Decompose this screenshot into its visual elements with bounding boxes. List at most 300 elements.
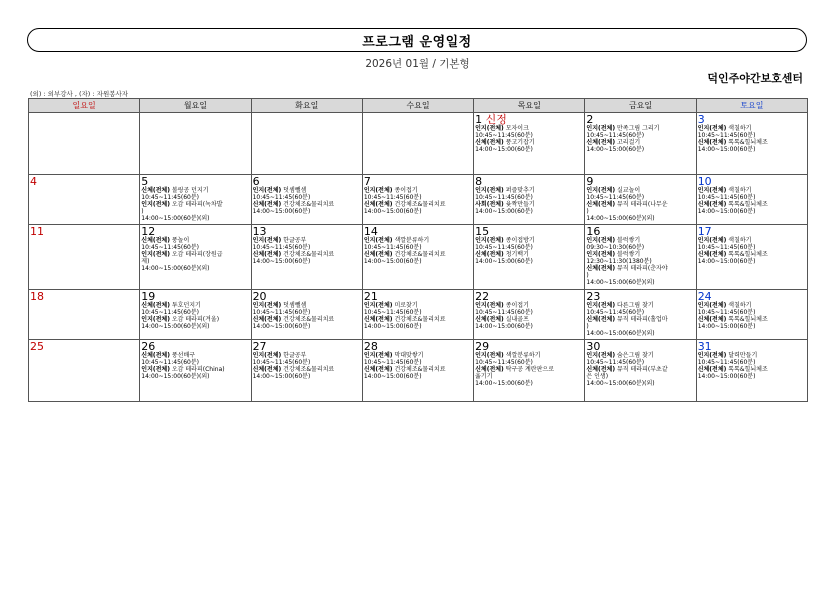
program-line [364,187,472,194]
page-title [27,28,807,52]
week-row [29,340,808,402]
program-line [475,359,583,366]
program-text: 10:45~11:45(60분) [475,359,533,366]
program-text: 14:00~15:00(60분) [363,208,422,215]
program-category: 신체(전체) [697,366,727,373]
program-text: 10:45~11:45(60분) [252,194,311,201]
program-line [141,323,249,330]
program-line [253,352,361,359]
day-number-text: 4 [30,175,37,188]
day-cell [251,175,362,225]
program-line [586,352,694,359]
program-text: 은 인생) [586,373,609,380]
program-category: 신체(전체) [586,265,616,272]
program-text: 고리걸기 [617,139,641,146]
program-line [364,359,472,366]
program-line [253,194,361,201]
program-line [253,258,361,265]
program-line [586,146,694,153]
program-category: 신체(전체) [586,316,616,323]
day-number-text: 23 [586,290,601,303]
program-category: 신체(전체) [363,366,393,373]
program-text: 블럭쌓기 [617,251,641,258]
program-text: ) [586,208,589,215]
center-name: 덕인주야간보호센터 [707,72,803,85]
program-line [586,194,694,201]
weekday-header: 토요일 [696,99,807,113]
day-number [698,114,806,125]
program-category: 인지(전체) [586,302,616,309]
program-line [586,187,694,194]
program-line [586,251,694,258]
program-line [141,244,249,251]
program-category: 신체(전체) [141,302,170,309]
program-text: 한글공부 [283,352,307,359]
program-text: 14:00~15:00(60분)(외) [141,265,210,272]
program-text: 14:00~15:00(60분) [252,323,311,330]
program-category: 인지(전체) [475,352,504,359]
program-line [475,258,583,265]
day-cell [140,175,251,225]
program-category: 신체(전체) [586,139,616,146]
day-number-text: 29 [475,340,490,353]
program-text: 10:45~11:45(60분) [363,194,422,201]
program-line [698,323,806,330]
day-cell [29,340,140,402]
day-cell [696,340,807,402]
subtitle: 2026년 01월 / 기본형 [365,58,470,70]
week-row [29,290,808,340]
day-number [141,226,249,237]
program-line [698,187,806,194]
day-number [475,341,583,352]
day-number [698,341,806,352]
week-row [29,175,808,225]
program-text: 풍고기잡기 [505,139,535,146]
program-line [253,359,361,366]
program-line [586,316,694,323]
program-line [698,139,806,146]
day-number-text: 25 [30,340,44,353]
program-text: 10:45~11:45(60분) [475,194,533,201]
program-text: 12:30~11:30(1380분) [586,258,652,265]
day-cell [696,113,807,175]
program-text: 10:45~11:45(60분) [141,309,200,316]
weekday-header: 월요일 [140,99,251,113]
program-category: 신체(전체) [141,352,170,359]
program-line [364,302,472,309]
day-number-text: 2 [586,113,594,126]
program-line [586,201,694,208]
day-number-text: 26 [141,340,156,353]
weekday-header-row [29,99,808,113]
day-number-text: 18 [30,290,44,303]
program-text: 14:00~15:00(60분)(외) [141,373,210,380]
program-text: 10:45~11:45(60분) [141,359,200,366]
program-text: 한글공부 [283,237,307,244]
day-cell [251,113,362,175]
program-line [141,187,249,194]
program-line [141,316,249,323]
program-text: 톡톡&힐뇌체조 [728,201,768,208]
program-line [253,237,361,244]
day-cell [362,290,473,340]
program-line [364,323,472,330]
day-cell [251,340,362,402]
program-line [586,208,694,215]
day-cell [251,225,362,290]
program-line [475,302,583,309]
program-text: 14:00~15:00(60분) [475,208,533,215]
day-cell [29,175,140,225]
program-line [475,352,583,359]
day-number [475,226,583,237]
program-text: 14:00~15:00(60분)(외) [141,215,210,222]
program-line [698,302,806,309]
weekday-header: 화요일 [251,99,362,113]
program-text: 14:00~15:00(60분)(외) [586,215,655,222]
program-category: 인지(전체) [697,187,727,194]
program-line [586,309,694,316]
day-cell [29,290,140,340]
program-text: 탁구공 계란판으로 [505,366,554,373]
program-category: 인지(전체) [475,125,504,132]
program-line [475,146,583,153]
program-text: 14:00~15:00(60분) [252,373,311,380]
program-text: 14:00~15:00(60분)(외) [141,323,210,330]
day-number [253,291,361,302]
program-text: 10:45~11:45(60분) [697,244,756,251]
program-line [586,237,694,244]
program-line [141,194,249,201]
day-number-text: 22 [475,290,490,303]
day-number [586,341,694,352]
program-text: 14:00~15:00(60분) [363,323,422,330]
day-number-text: 19 [141,290,156,303]
program-text: 실내골프 [505,316,529,323]
day-number [698,176,806,187]
day-number-text: 27 [252,340,267,353]
program-line [698,359,806,366]
program-category: 인지(전체) [586,237,616,244]
day-cell [585,113,696,175]
day-cell [696,175,807,225]
program-text: 오감 테라피(녹차발 [171,201,223,208]
program-text: 종이접방기 [505,237,535,244]
program-line [475,201,583,208]
day-cell [474,113,585,175]
program-text: 풍놀이 [171,237,190,244]
day-number [364,226,472,237]
weekday-header: 목요일 [474,99,585,113]
day-cell [474,290,585,340]
program-line [364,309,472,316]
day-number [253,176,361,187]
program-text: 톡톡&힐뇌체조 [728,139,768,146]
program-text: 10:45~11:45(60분) [586,194,645,201]
program-line [586,272,694,279]
program-line [475,380,583,387]
program-line [698,251,806,258]
program-line [475,244,583,251]
program-text: 종이접기 [394,187,418,194]
program-category: 인지(전체) [697,352,727,359]
week-row [29,225,808,290]
program-line [364,201,472,208]
day-cell [585,290,696,340]
program-line [475,373,583,380]
program-text: 14:00~15:00(60분) [475,323,533,330]
program-text: 건강체조&물리치료 [394,201,446,208]
program-text: 14:00~15:00(60분) [363,373,422,380]
day-number-text: 12 [141,225,156,238]
day-number [30,341,138,352]
program-line [141,215,249,222]
program-text: 오감 테라피(겨울) [171,316,220,323]
program-line [364,366,472,373]
day-number [141,176,249,187]
program-text: 옮기기 [475,373,493,380]
program-text: ) [141,208,144,215]
program-line [253,302,361,309]
day-cell [140,225,251,290]
program-category: 인지(전체) [475,187,504,194]
program-text: 10:45~11:45(60분) [363,244,422,251]
day-number [30,226,138,237]
program-line [475,194,583,201]
program-text: 윷짝만들기 [505,201,535,208]
program-text: 오감 테라피(장원급 [171,251,223,258]
program-line [698,309,806,316]
program-line [586,258,694,265]
day-number [586,176,694,187]
program-text: ) [586,323,589,330]
program-line [253,309,361,316]
day-cell [140,290,251,340]
day-number [30,291,138,302]
program-text: 덧셈뺄셈 [283,187,307,194]
program-text: 블럭쌓기 [617,237,641,244]
program-category: 인지(전체) [475,302,504,309]
program-category: 신체(전체) [363,201,393,208]
program-text: 청기백기 [505,251,529,258]
program-category: 인지(전체) [252,187,282,194]
day-cell [696,290,807,340]
program-line [475,125,583,132]
program-line [141,309,249,316]
weekday-header: 금요일 [585,99,696,113]
program-line [253,201,361,208]
program-category: 사회(전체) [475,201,504,208]
program-line [253,366,361,373]
calendar-table [28,98,808,402]
program-line [698,366,806,373]
day-number [698,291,806,302]
program-line [586,139,694,146]
program-text: 건강체조&물리치료 [283,201,335,208]
program-text: 달력만들기 [728,352,758,359]
program-line [141,258,249,265]
day-number-text: 10 [697,175,712,188]
day-number [141,341,249,352]
program-line [364,237,472,244]
program-line [141,251,249,258]
day-cell [696,225,807,290]
day-number-text: 8 [475,175,483,188]
program-category: 신체(전체) [252,366,282,373]
program-text: 톡톡&힐뇌체조 [728,316,768,323]
program-line [586,302,694,309]
day-cell [29,113,140,175]
program-category: 인지(전체) [141,366,170,373]
program-line [364,373,472,380]
program-text: 다른그림 찾기 [617,302,654,309]
program-text: 10:45~11:45(60분) [697,309,756,316]
program-line [475,323,583,330]
program-line [475,139,583,146]
program-text: 10:45~11:45(60분) [586,309,645,316]
program-text: 색칠하기 [728,187,752,194]
program-text: 14:00~15:00(60분) [697,258,756,265]
program-category: 인지(전체) [363,237,393,244]
program-text: 건강체조&물리치료 [283,366,335,373]
program-text: 덧셈뺄셈 [283,302,307,309]
program-line [698,208,806,215]
program-category: 인지(전체) [586,251,616,258]
program-line [586,279,694,286]
day-number [586,114,694,125]
program-text: 모자이크 [505,125,529,132]
day-cell [362,175,473,225]
program-text: 09:30~10:30(60분) [586,244,645,251]
program-text: 볼링공 던지기 [171,187,209,194]
program-text: 뮤직 테라피(나무운 [617,201,668,208]
day-number-text: 24 [697,290,712,303]
title-text: 프로그램 운영일정 [362,34,472,50]
day-cell [474,225,585,290]
program-text: 14:00~15:00(60분)(외) [586,330,655,337]
program-line [586,380,694,387]
program-text: 색깔분류하기 [394,237,430,244]
program-text: 10:45~11:45(60분) [475,132,533,139]
program-text: 건강체조&물리치료 [283,316,335,323]
day-number-text: 20 [252,290,267,303]
program-category: 인지(전체) [475,237,504,244]
program-text: 10:45~11:45(60분) [697,359,756,366]
program-text: 10:45~11:45(60분) [252,244,311,251]
day-number [475,114,583,125]
program-category: 신체(전체) [586,366,616,373]
program-text: 건강체조&물리치료 [394,251,446,258]
program-text: 10:45~11:45(60분) [252,359,311,366]
program-category: 신체(전체) [363,251,393,258]
program-category: 인지(전체) [697,125,727,132]
program-line [475,208,583,215]
day-number-text: 7 [363,175,371,188]
program-line [364,251,472,258]
program-category: 인지(전체) [141,201,170,208]
program-line [364,208,472,215]
program-text: 투호던지기 [171,302,201,309]
program-line [698,132,806,139]
program-text: 막대맞쌓기 [394,352,424,359]
program-category: 인지(전체) [363,352,393,359]
program-text: 10:45~11:45(60분) [141,244,200,251]
day-number-text: 5 [141,175,149,188]
day-cell [362,225,473,290]
program-text: 14:00~15:00(60분) [475,146,533,153]
program-line [586,366,694,373]
program-text: 오감 테라피(China) [171,366,225,373]
program-category: 신체(전체) [475,139,504,146]
program-line [253,208,361,215]
day-number [475,291,583,302]
program-category: 신체(전체) [252,201,282,208]
day-cell [140,113,251,175]
program-line [141,352,249,359]
legend: (외) : 외부강사 , (자) : 자원봉사자 [30,90,129,98]
program-text: 14:00~15:00(60분) [475,380,533,387]
program-text: 종이접기 [505,302,529,309]
day-number-text: 3 [697,113,705,126]
day-number-text: 14 [363,225,378,238]
program-category: 신체(전체) [363,316,393,323]
program-line [253,323,361,330]
program-line [475,309,583,316]
program-line [698,316,806,323]
program-text: 14:00~15:00(60분) [697,146,756,153]
program-text: 14:00~15:00(60분) [697,323,756,330]
calendar-body [29,113,808,402]
day-number-text: 21 [363,290,378,303]
day-cell [585,225,696,290]
day-cell [251,290,362,340]
program-line [698,237,806,244]
program-text: ) [586,272,589,279]
program-category: 신체(전체) [475,251,504,258]
program-line [586,359,694,366]
program-line [141,302,249,309]
program-text: 미로찾기 [394,302,418,309]
day-number [698,226,806,237]
program-text: 색칠하기 [728,237,752,244]
program-line [586,215,694,222]
program-text: 14:00~15:00(60분) [475,258,533,265]
program-text: 색칠하기 [728,125,752,132]
program-text: 14:00~15:00(60분)(외) [586,380,655,387]
program-line [253,244,361,251]
program-line [698,258,806,265]
day-cell [140,340,251,402]
program-line [698,146,806,153]
program-line [141,201,249,208]
program-text: 10:45~11:45(60분) [475,309,533,316]
program-text: 14:00~15:00(60분) [252,258,311,265]
program-text: 톡톡&힐뇌체조 [728,251,768,258]
program-category: 인지(전체) [141,316,170,323]
program-category: 신체(전체) [141,187,170,194]
day-cell [474,175,585,225]
program-category: 신체(전체) [141,237,170,244]
program-line [253,373,361,380]
program-category: 신체(전체) [697,201,727,208]
day-number-text: 13 [252,225,267,238]
program-text: 10:45~11:45(60분) [586,132,645,139]
program-line [364,258,472,265]
program-text: 제) [141,258,150,265]
program-line [475,237,583,244]
program-line [141,359,249,366]
